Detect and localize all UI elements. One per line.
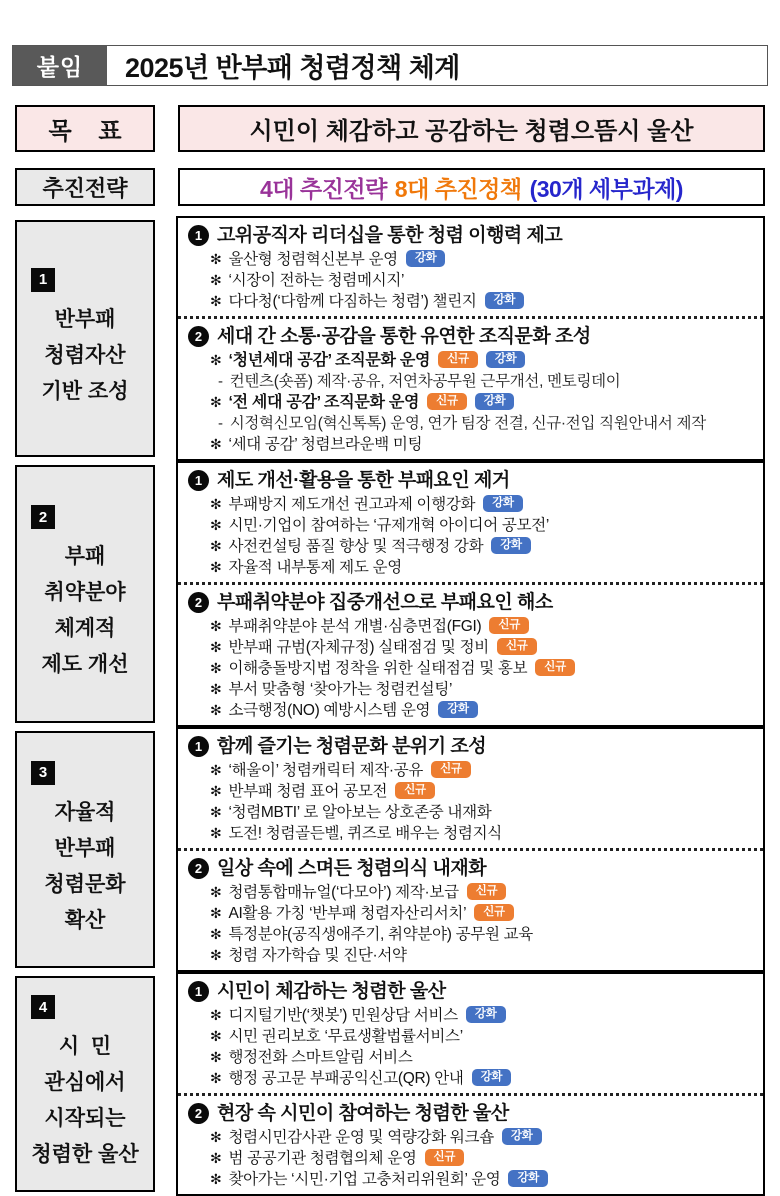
policy-item [188,350,755,371]
policy-group-title [188,734,755,759]
enhanced-badge: 강화 [466,1006,506,1023]
policy-item [188,658,755,679]
policy-item [188,1026,755,1047]
strategy-part-1: 4대 추진전략 [260,175,387,202]
strategy-part-3: (30개 세부과제) [529,175,683,202]
policy-group-title-text: 일상 속에 스며든 청렴의식 내재화 [217,858,487,879]
new-badge: 신규 [438,351,478,368]
asterisk-bullet-icon: ✻ [210,538,222,554]
policy-item [188,802,755,823]
asterisk-bullet-icon: ✻ [210,251,222,267]
policy-item [188,903,755,924]
policy-item-text: 행정 공고문 부패공익신고(QR) 안내 [228,1070,464,1087]
section-title-line: 확산 [64,908,106,932]
policy-group-title [188,468,755,493]
policy-item [188,291,755,312]
policy-item-text: 청렴 자가학습 및 진단·서약 [228,947,407,964]
policy-group [178,851,763,970]
policy-group-title [188,590,755,615]
policy-group-title-text: 제도 개선·활용을 통한 부패요인 제거 [217,470,510,491]
section-title-line: 취약분야 [44,581,126,604]
policy-subitem [188,371,755,392]
asterisk-bullet-icon: ✻ [210,660,222,676]
policy-group [178,463,763,585]
policy-item [188,1047,755,1068]
enhanced-badge: 강화 [502,1128,542,1145]
policy-item [188,434,755,455]
asterisk-bullet-icon: ✻ [210,517,222,533]
section-title-line: 부패 [64,545,106,568]
circled-number-icon: 2 [188,1103,209,1124]
policy-item [188,781,755,802]
policy-group-title [188,856,755,881]
new-badge: 신규 [489,617,529,634]
new-badge: 신규 [474,904,514,921]
policy-item [188,679,755,700]
strategy-part-2: 8대 추진정책 [394,175,522,202]
policy-item-text: 사전컨설팅 품질 향상 및 적극행정 강화 [228,538,484,555]
policy-item-text: 특정분야(공직생애주기, 취약분야) 공무원 교육 [228,926,533,943]
dash-bullet-icon: - [218,415,223,432]
section-number-badge: 3 [31,761,55,785]
asterisk-bullet-icon: ✻ [210,884,222,900]
new-badge: 신규 [427,393,467,410]
policy-item [188,616,755,637]
policy-item-text: 시민·기업이 참여하는 ‘규제개혁 아이디어 공모전’ [228,517,550,534]
asterisk-bullet-icon: ✻ [210,272,222,288]
policy-group-title [188,223,755,248]
enhanced-badge: 강화 [508,1170,548,1187]
policy-item-text: ‘전 세대 공감’ 조직문화 운영 [228,394,420,411]
asterisk-bullet-icon: ✻ [210,1007,222,1023]
asterisk-bullet-icon: ✻ [210,1129,222,1145]
policy-item [188,700,755,721]
new-badge: 신규 [395,782,435,799]
policy-item-text: 소극행정(NO) 예방시스템 운영 [228,702,431,719]
document-header [12,45,768,86]
new-badge: 신규 [535,659,575,676]
section-title-line: 시작되는 [44,1107,126,1130]
section-left-cell [15,220,155,457]
policy-group-title-text: 함께 즐기는 청렴문화 분위기 조성 [217,736,487,757]
asterisk-bullet-icon: ✻ [210,825,222,841]
enhanced-badge: 강화 [485,292,525,309]
section-row [15,972,765,1196]
policy-group-title-text: 세대 간 소통·공감을 통한 유연한 조직문화 조성 [217,326,591,347]
asterisk-bullet-icon: ✻ [210,1171,222,1187]
circled-number-icon: 2 [188,592,209,613]
policy-item-text: 행정전화 스마트알림 서비스 [228,1049,413,1066]
enhanced-badge: 강화 [491,537,531,554]
asterisk-bullet-icon: ✻ [210,762,222,778]
section-left-cell [15,465,155,723]
section-title-line: 자율적 [54,800,116,824]
enhanced-badge: 강화 [472,1069,512,1086]
dash-bullet-icon: - [218,373,223,390]
attachment-badge: 붙임 [13,46,107,85]
strategy-value [178,168,765,206]
policy-item [188,1068,755,1089]
asterisk-bullet-icon: ✻ [210,1070,222,1086]
policy-item-text: 시민 권리보호 ‘무료생활법률서비스’ [228,1028,463,1045]
policy-subitem [188,413,755,434]
asterisk-bullet-icon: ✻ [210,394,222,410]
policy-item [188,1148,755,1169]
policy-item [188,1169,755,1190]
asterisk-bullet-icon: ✻ [210,926,222,942]
policy-item [188,249,755,270]
policy-item [188,270,755,291]
new-badge: 신규 [497,638,537,655]
policy-item-text: 울산형 청렴혁신본부 운영 [228,251,398,268]
policy-item [188,823,755,844]
asterisk-bullet-icon: ✻ [210,804,222,820]
policy-item [188,1005,755,1026]
section-right-cell [176,727,765,972]
policy-item-text: ‘청년세대 공감’ 조직문화 운영 [228,352,431,369]
section-title-line: 체계적 [54,617,116,640]
enhanced-badge: 강화 [486,351,526,368]
policy-group [178,974,763,1096]
circled-number-icon: 2 [188,326,209,347]
policy-item-text: ‘청렴MBTI’ 로 알아보는 상호존중 내재화 [228,804,492,821]
section-number-badge: 2 [31,505,55,529]
section-title-line: 제도 개선 [41,653,129,676]
section-number-badge: 1 [31,268,55,292]
policy-item-text: 이해충돌방지법 정착을 위한 실태점검 및 홍보 [228,660,528,677]
policy-item-text: ‘시장이 전하는 청렴메시지’ [228,272,405,289]
section-left-cell [15,731,155,968]
section-title-line: 청렴자산 [44,343,126,367]
asterisk-bullet-icon: ✻ [210,352,222,368]
goal-label: 목 표 [15,105,155,152]
section-title-line: 반부패 [54,836,116,860]
circled-number-icon: 1 [188,225,209,246]
section-title-line: 청렴문화 [44,872,126,896]
policy-group [178,319,763,459]
policy-group-title [188,979,755,1004]
policy-group-title-text: 부패취약분야 집중개선으로 부패요인 해소 [217,592,553,613]
policy-group-title [188,1101,755,1126]
asterisk-bullet-icon: ✻ [210,639,222,655]
policy-item-text: 시정혁신모임(혁신톡톡) 운영, 연가 팀장 전결, 신규·전입 직원안내서 제작 [229,415,706,432]
asterisk-bullet-icon: ✻ [210,702,222,718]
asterisk-bullet-icon: ✻ [210,1049,222,1065]
policy-item-text: 부패취약분야 분석 개별·심층면접(FGI) [228,618,482,635]
policy-item-text: 청렴통합매뉴얼(‘다모아’) 제작·보급 [228,884,459,901]
circled-number-icon: 2 [188,858,209,879]
policy-item [188,557,755,578]
section-row [15,461,765,727]
policy-item [188,882,755,903]
policy-item-text: 컨텐츠(숏폼) 제작·공유, 저연차공무원 근무개선, 멘토링데이 [229,373,621,390]
policy-item-text: 반부패 청렴 표어 공모전 [228,783,388,800]
asterisk-bullet-icon: ✻ [210,1150,222,1166]
policy-item-text: 다다청(‘다함께 다짐하는 청렴’) 챌린지 [228,293,477,310]
circled-number-icon: 1 [188,981,209,1002]
section-number-badge: 4 [31,995,55,1019]
policy-item-text: 자율적 내부통제 제도 운영 [228,559,402,576]
policy-group-title [188,324,755,349]
policy-item-text: ‘세대 공감’ 청렴브라운백 미팅 [228,436,423,453]
section-title-line: 시 민 [58,1035,112,1058]
section-title-line: 기반 조성 [41,379,129,403]
policy-item-text: ‘해울이’ 청렴캐릭터 제작·공유 [228,762,424,779]
circled-number-icon: 1 [188,470,209,491]
policy-group [178,585,763,725]
enhanced-badge: 강화 [475,393,515,410]
enhanced-badge: 강화 [438,701,478,718]
policy-item-text: 부패방지 제도개선 권고과제 이행강화 [228,496,476,513]
policy-group-title-text: 시민이 체감하는 청렴한 울산 [217,981,446,1002]
policy-item-text: 부서 맞춤형 ‘찾아가는 청렴컨설팅’ [228,681,453,698]
new-badge: 신규 [431,761,471,778]
policy-item [188,637,755,658]
goal-value: 시민이 체감하고 공감하는 청렴으뜸시 울산 [178,105,765,152]
policy-item-text: 반부패 규범(자체규정) 실태점검 및 정비 [228,639,489,656]
policy-group [178,1096,763,1194]
page-title: 2025년 반부패 청렴정책 체계 [125,53,460,83]
policy-item [188,760,755,781]
asterisk-bullet-icon: ✻ [210,681,222,697]
section-title-line: 관심에서 [44,1071,126,1094]
asterisk-bullet-icon: ✻ [210,947,222,963]
asterisk-bullet-icon: ✻ [210,496,222,512]
asterisk-bullet-icon: ✻ [210,436,222,452]
policy-item [188,392,755,413]
policy-item-text: 범 공공기관 청렴협의체 운영 [228,1150,417,1167]
sections-table [15,216,765,1196]
section-right-cell [176,972,765,1196]
enhanced-badge: 강화 [406,250,446,267]
strategy-label: 추진전략 [15,168,155,206]
policy-item [188,1127,755,1148]
policy-group-title-text: 고위공직자 리더십을 통한 청렴 이행력 제고 [217,225,563,246]
policy-group [178,218,763,319]
asterisk-bullet-icon: ✻ [210,293,222,309]
section-title-line: 반부패 [54,307,116,331]
section-left-cell [15,976,155,1192]
enhanced-badge: 강화 [483,495,523,512]
policy-item [188,536,755,557]
circled-number-icon: 1 [188,736,209,757]
policy-item [188,945,755,966]
asterisk-bullet-icon: ✻ [210,618,222,634]
asterisk-bullet-icon: ✻ [210,559,222,575]
policy-group-title-text: 현장 속 시민이 참여하는 청렴한 울산 [217,1103,509,1124]
policy-item [188,924,755,945]
section-row [15,216,765,461]
policy-item-text: AI활용 가칭 ‘반부패 청렴자산리서치’ [228,905,467,922]
policy-group [178,729,763,851]
asterisk-bullet-icon: ✻ [210,783,222,799]
section-row [15,727,765,972]
policy-item-text: 청렴시민감사관 운영 및 역량강화 워크숍 [228,1129,494,1146]
new-badge: 신규 [467,883,507,900]
policy-item-text: 도전! 청렴골든벨, 퀴즈로 배우는 청렴지식 [228,825,502,842]
section-right-cell [176,216,765,461]
section-right-cell [176,461,765,727]
policy-item [188,494,755,515]
policy-item [188,515,755,536]
asterisk-bullet-icon: ✻ [210,905,222,921]
asterisk-bullet-icon: ✻ [210,1028,222,1044]
policy-item-text: 찾아가는 ‘시민·기업 고충처리위원회’ 운영 [228,1171,501,1188]
new-badge: 신규 [425,1149,465,1166]
policy-item-text: 디지털기반(‘챗봇’) 민원상담 서비스 [228,1007,458,1024]
section-title-line: 청렴한 울산 [31,1143,139,1166]
